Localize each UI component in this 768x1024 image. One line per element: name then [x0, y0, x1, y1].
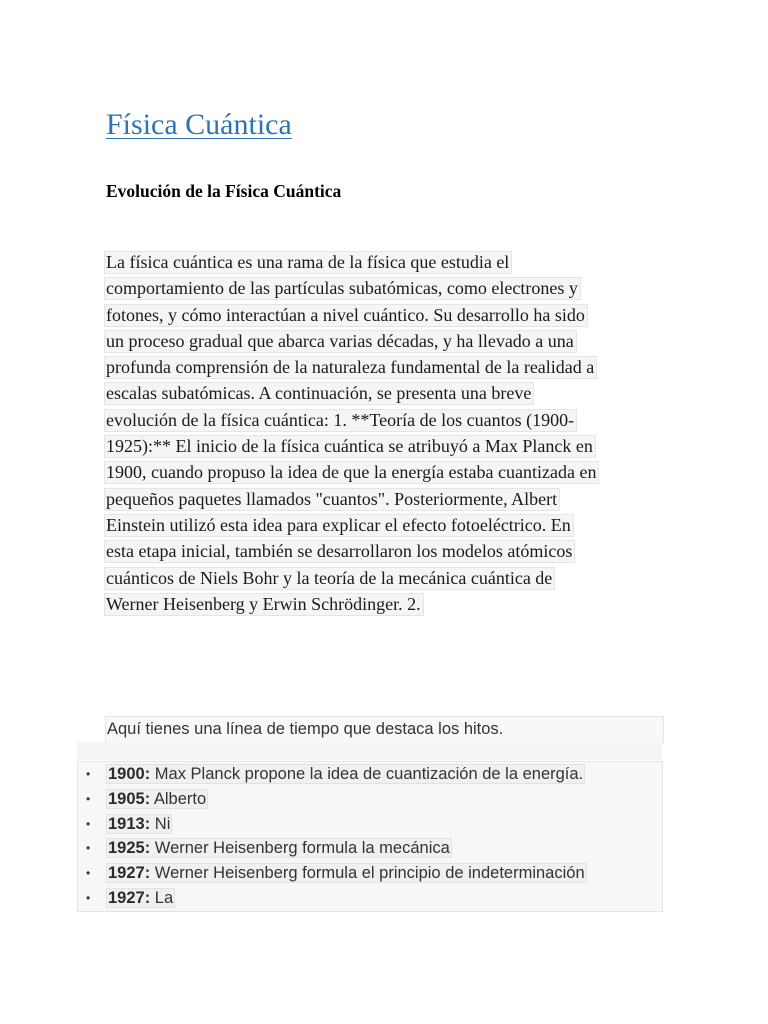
- timeline-entry: [107, 765, 584, 783]
- timeline-year: 1927:: [108, 864, 151, 883]
- timeline-intro: Aquí tienes una línea de tiempo que destaca los hitos.: [105, 716, 664, 743]
- bullet-icon: •: [86, 841, 91, 856]
- paragraph-line: escalas subatómicas. A continuación, se presenta una breve: [106, 383, 532, 404]
- timeline-year: 1905:: [108, 789, 151, 808]
- timeline-list: [77, 761, 663, 912]
- paragraph-line: fotones, y cómo interactúan a nivel cuántico. Su desarrollo ha sido: [106, 304, 585, 325]
- timeline-item: [78, 812, 662, 837]
- timeline-item: [78, 836, 662, 861]
- paragraph-line: La física cuántica es una rama de la física que estudia el: [106, 252, 510, 272]
- timeline-item: [78, 762, 662, 787]
- paragraph-line: esta etapa inicial, también se desarrollaron los modelos atómicos: [106, 541, 573, 562]
- paragraph-line: evolución de la física cuántica: 1. **Teoría de los cuantos (1900-: [106, 409, 575, 430]
- timeline-year: 1925:: [108, 839, 151, 858]
- timeline-text: Alberto: [150, 789, 207, 808]
- timeline-text: Werner Heisenberg formula la mecánica: [150, 839, 450, 858]
- timeline-year: 1927:: [108, 888, 151, 907]
- timeline-year: 1913:: [108, 814, 151, 833]
- paragraph-line: 1925):** El inicio de la física cuántica se atribuyó a Max Planck en: [106, 436, 593, 457]
- bullet-icon: •: [86, 791, 91, 806]
- paragraph-line: un proceso gradual que abarca varias décadas, y ha llevado a una: [106, 330, 574, 351]
- document-subtitle: Evolución de la Física Cuántica: [106, 181, 342, 201]
- timeline-text: La: [150, 888, 174, 907]
- timeline-text: Werner Heisenberg formula el principio de indeterminación: [150, 864, 585, 883]
- timeline-year: 1900:: [108, 765, 151, 783]
- bullet-icon: •: [86, 816, 91, 831]
- bullet-icon: •: [86, 890, 91, 905]
- timeline-entry: [107, 839, 451, 857]
- paragraph-line: cuánticos de Niels Bohr y la teoría de la mecánica cuántica de: [106, 567, 553, 588]
- timeline-item: [78, 861, 662, 886]
- timeline-text: Max Planck propone la idea de cuantización de la energía.: [150, 765, 584, 783]
- paragraph-line: Einstein utilizó esta idea para explicar el efecto fotoeléctrico. En: [106, 514, 571, 535]
- bullet-icon: •: [86, 866, 91, 881]
- paragraph-line: 1900, cuando propuso la idea de que la energía estaba cuantizada en: [106, 462, 597, 483]
- paragraph-line: comportamiento de las partículas subatómicas, como electrones y: [106, 278, 578, 299]
- timeline-separator: [77, 742, 662, 760]
- paragraph-line: profunda comprensión de la naturaleza fundamental de la realidad a: [106, 357, 595, 378]
- timeline-entry: [107, 889, 174, 907]
- document-title[interactable]: Física Cuántica: [106, 108, 292, 141]
- timeline-entry: [107, 864, 586, 882]
- paragraph-line: Werner Heisenberg y Erwin Schrödinger. 2.: [106, 593, 421, 614]
- paragraph-line: pequeños paquetes llamados "cuantos". Posteriormente, Albert: [106, 488, 558, 509]
- intro-paragraph: [106, 249, 666, 617]
- timeline-item: [78, 886, 662, 911]
- bullet-icon: •: [86, 767, 91, 781]
- timeline-item: [78, 787, 662, 812]
- timeline-entry: [107, 790, 207, 808]
- timeline-entry: [107, 815, 171, 833]
- timeline-text: Ni: [150, 814, 171, 833]
